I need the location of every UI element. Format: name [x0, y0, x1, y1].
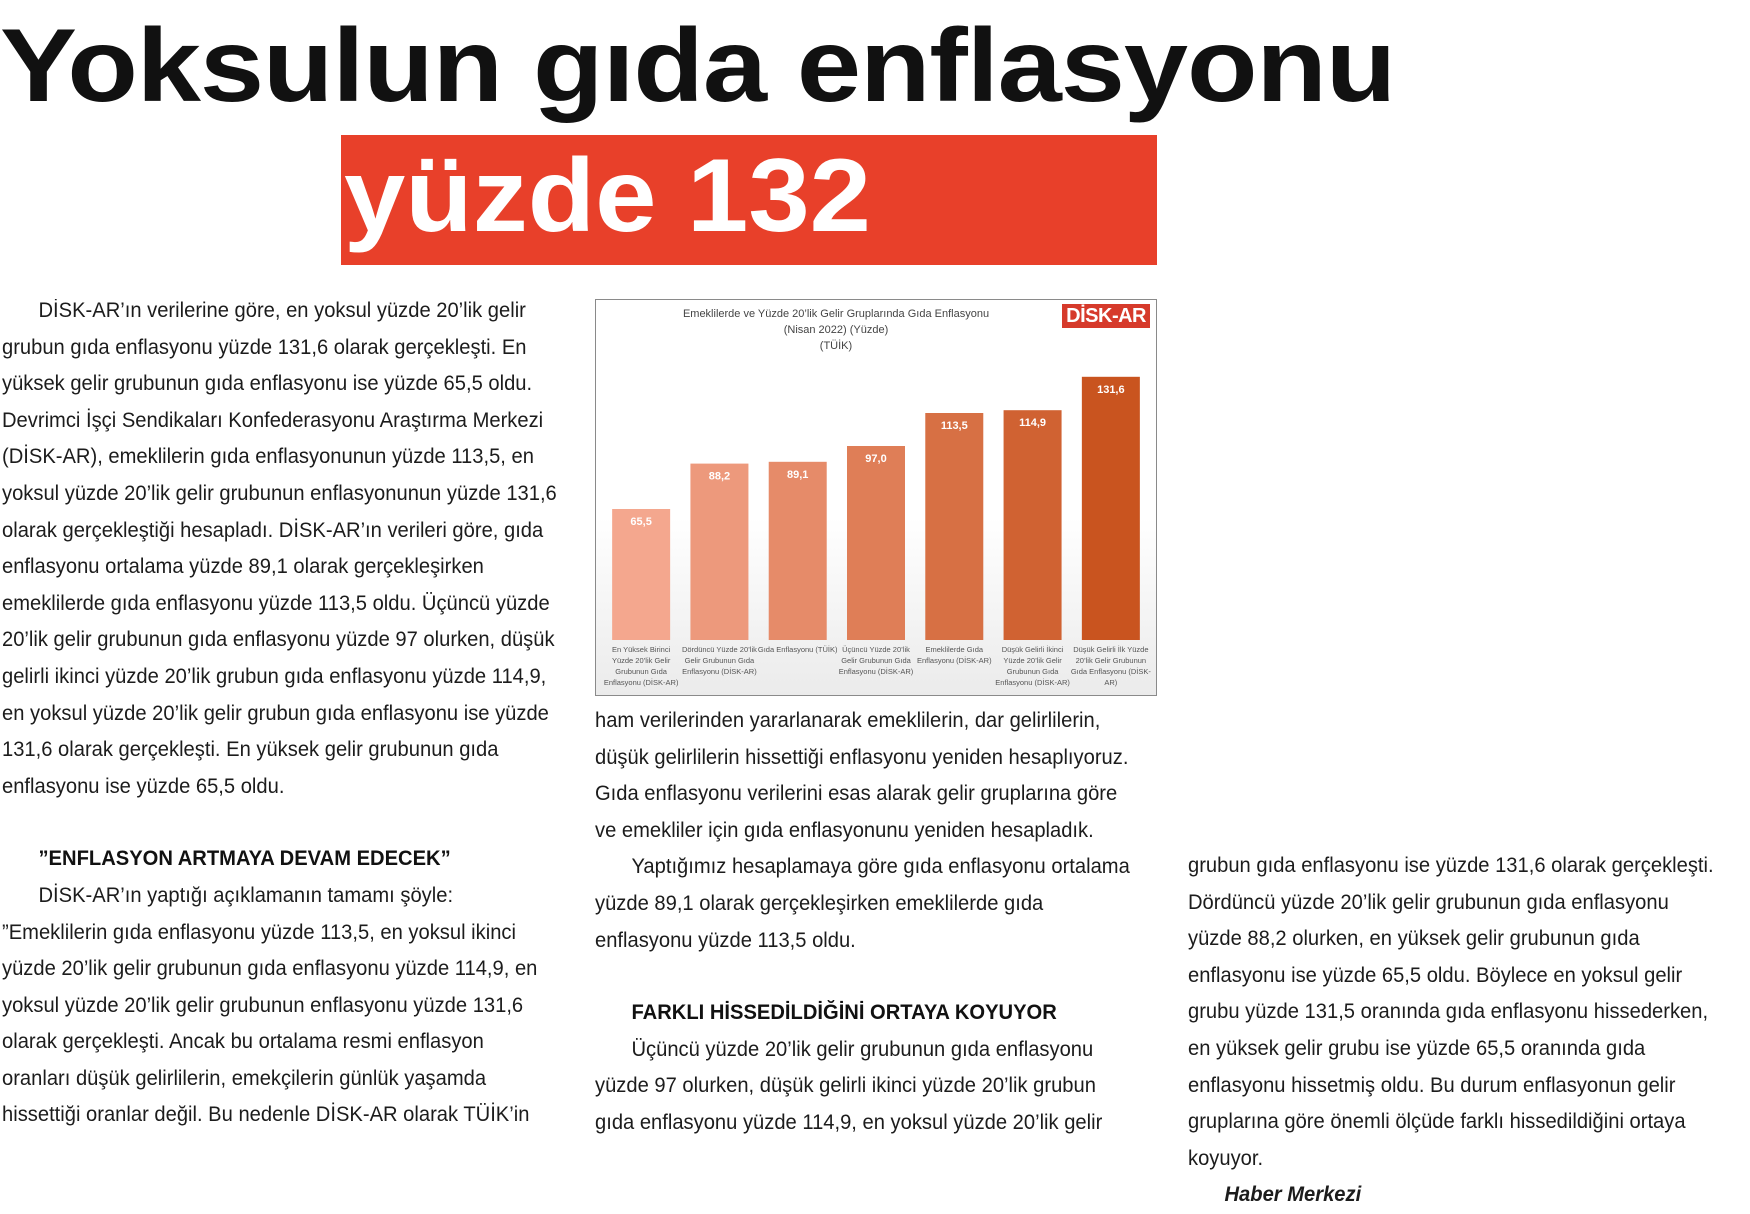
chart-title-line-3: (TÜİK) — [819, 340, 853, 352]
chart-bar — [690, 464, 748, 640]
chart-category-label: Grubunun Gıda — [1006, 667, 1059, 676]
chart-category-label: Emeklilerde Gıda — [925, 645, 984, 654]
article-column-2 — [595, 703, 1137, 1142]
chart-value-label: 114,9 — [1019, 417, 1047, 430]
chart-category-label: Enflasyonu (DİSK-AR) — [916, 656, 992, 665]
chart-plot-area — [596, 300, 1156, 695]
chart-value-label: 113,5 — [940, 420, 968, 432]
chart-bar — [925, 413, 983, 640]
byline: Haber Merkezi — [1224, 1183, 1362, 1207]
article-column-3 — [1188, 848, 1726, 1214]
column3-paragraph-1: grubun gıda enflasyonu ise yüzde 131,6 olarak gerçekleşti. Dördüncü yüzde 20’lik gelir grubunun gıda enflasyonu yüzde 88,2 olurken, en yüksek gelir grubunun gıda enflasyonu ise yüzde 65,5 oldu. Böylece en yoksul gelir grubu yüzde 131,5 oranında gıda enflasyonu hissederken, en yüksek gelir grubu ise yüzde 65,5 oranında gıda enflasyonu hissetmiş oldu. Bu durum enflasyonun gelir gruplarına göre önemli ölçüde farklı hissedildiğini ortaya koyuyor. — [1188, 854, 1714, 1170]
article-column-1 — [2, 293, 557, 1134]
chart-category-label: Enflasyonu (DİSK-AR) — [838, 667, 914, 676]
column2-paragraph-2: Yaptığımız hesaplamaya göre gıda enflasyonu ortalama yüzde 89,1 olarak gerçekleşirken emeklilerde gıda enflasyonu yüzde 113,5 oldu. — [595, 855, 1130, 952]
chart-category-label: Grubunun Gıda — [615, 667, 667, 676]
chart-bar — [769, 462, 827, 640]
column2-paragraph-1: ham verilerinden yararlanarak emeklilerin, dar gelirlilerin, düşük gelirlilerin hissettiği enflasyonu yeniden hesaplıyoruz. Gıda enflasyonu verilerini esas alarak gelir gruplarına göre ve emekliler için gıda enflasyonunu yeniden hesapladık. — [595, 709, 1129, 842]
inflation-bar-chart — [595, 299, 1157, 696]
chart-category-label: 20’lik Gelir Grubunun — [1075, 656, 1147, 665]
column2-paragraph-3: Üçüncü yüzde 20’lik gelir grubunun gıda enflasyonu yüzde 97 olurken, düşük gelirli ikinci yüzde 20’lik grubun gıda enflasyonu yüzde 114,9, en yoksul yüzde 20’lik gelir — [595, 1037, 1103, 1134]
chart-value-label: 89,1 — [787, 468, 809, 481]
chart-category-label: Üçüncü Yüzde 20’lik — [842, 645, 910, 654]
chart-category-label: En Yüksek Birinci — [612, 645, 671, 654]
chart-category-label: AR) — [1104, 678, 1118, 687]
chart-category-label: Enflasyonu (DİSK-AR) — [682, 667, 757, 676]
chart-category-label: Düşük Gelirli İlk Yüzde — [1073, 645, 1149, 654]
chart-category-label: Düşük Gelirli İkinci — [1001, 645, 1064, 654]
chart-bar — [1004, 410, 1062, 640]
chart-category-label: Dördüncü Yüzde 20’lik — [681, 645, 757, 654]
chart-category-label: Gıda Enflasyonu (TÜİK) — [757, 645, 838, 654]
column2-subheading: FARKLI HİSSEDİLDİĞİNİ ORTAYA KOYUYOR — [631, 1001, 1057, 1025]
chart-value-label: 131,6 — [1097, 383, 1125, 396]
chart-bar — [612, 509, 670, 640]
chart-bar — [847, 446, 905, 640]
chart-category-label: Yüzde 20’lik Gelir — [1003, 656, 1062, 665]
chart-category-label: Gıda Enflasyonu (DİSK- — [1070, 667, 1151, 676]
chart-category-label: Gelir Grubunun Gıda — [684, 656, 755, 665]
disk-ar-logo: DİSK-AR — [1062, 304, 1150, 328]
chart-bar — [1082, 377, 1140, 640]
column1-subheading: ”ENFLASYON ARTMAYA DEVAM EDECEK” — [38, 847, 451, 871]
column1-paragraph-3: ”Emeklilerin gıda enflasyonu yüzde 113,5, en yoksul ikinci yüzde 20’lik gelir grubunun gıda enflasyonu yüzde 114,9, en yoksul yüzde 20’lik gelir grubunun enflasyonu yüzde 131,6 olarak gerçekleşti. Ancak bu ortalama resmi enflasyon oranları düşük gelirlilerin, emekçilerin günlük yaşamda hissettiği oranlar değil. Bu nedenle DİSK-AR olarak TÜİK’in — [2, 920, 538, 1127]
column1-paragraph-1: DİSK-AR’ın verilerine göre, en yoksul yüzde 20’lik gelir grubun gıda enflasyonu yüzde 131,6 olarak gerçekleşti. En yüksek gelir grubunun gıda enflasyonu ise yüzde 65,5 oldu. Devrimci İşçi Sendikaları Konfederasyonu Araştırma Merkezi (DİSK-AR), emeklilerin gıda enflasyonunun yüzde 113,5, en yoksul yüzde 20’lik gelir grubunun enflasyonunun yüzde 131,6 olarak gerçekleştiği hesapladı. DİSK-AR’ın verileri göre, gıda enflasyonu ortalama yüzde 89,1 olarak gerçekleşirken emeklilerde gıda enflasyonu yüzde 113,5 oldu. Üçüncü yüzde 20’lik gelir grubunun gıda enflasyonu yüzde 97 olurken, düşük gelirli ikinci yüzde 20’lik grubun gıda enflasyonu yüzde 114,9, en yoksul yüzde 20’lik gelir grubun gıda enflasyonu ise yüzde 131,6 olarak gerçekleşti. En yüksek gelir grubunun gıda enflasyonu ise yüzde 65,5 oldu. — [2, 299, 557, 798]
chart-category-label: Enflasyonu (DİSK-AR) — [995, 678, 1070, 687]
chart-value-label: 97,0 — [865, 453, 887, 465]
column1-paragraph-2: DİSK-AR’ın yaptığı açıklamanın tamamı şöyle: — [38, 883, 454, 907]
headline-line-2: yüzde 132 — [344, 138, 871, 254]
chart-category-label: Yüzde 20’lik Gelir — [611, 656, 671, 665]
chart-title-line-1: Emeklilerde ve Yüzde 20’lik Gelir Gruplarında Gıda Enflasyonu — [682, 308, 990, 320]
chart-title-line-2: (Nisan 2022) (Yüzde) — [783, 324, 889, 336]
headline-line-1: Yoksulun gıda enflasyonu — [0, 8, 1396, 124]
chart-value-label: 65,5 — [630, 516, 652, 528]
chart-category-label: Enflasyonu (DİSK-AR) — [603, 678, 679, 687]
chart-category-label: Gelir Grubunun Gıda — [841, 656, 911, 665]
chart-value-label: 88,2 — [708, 470, 731, 483]
